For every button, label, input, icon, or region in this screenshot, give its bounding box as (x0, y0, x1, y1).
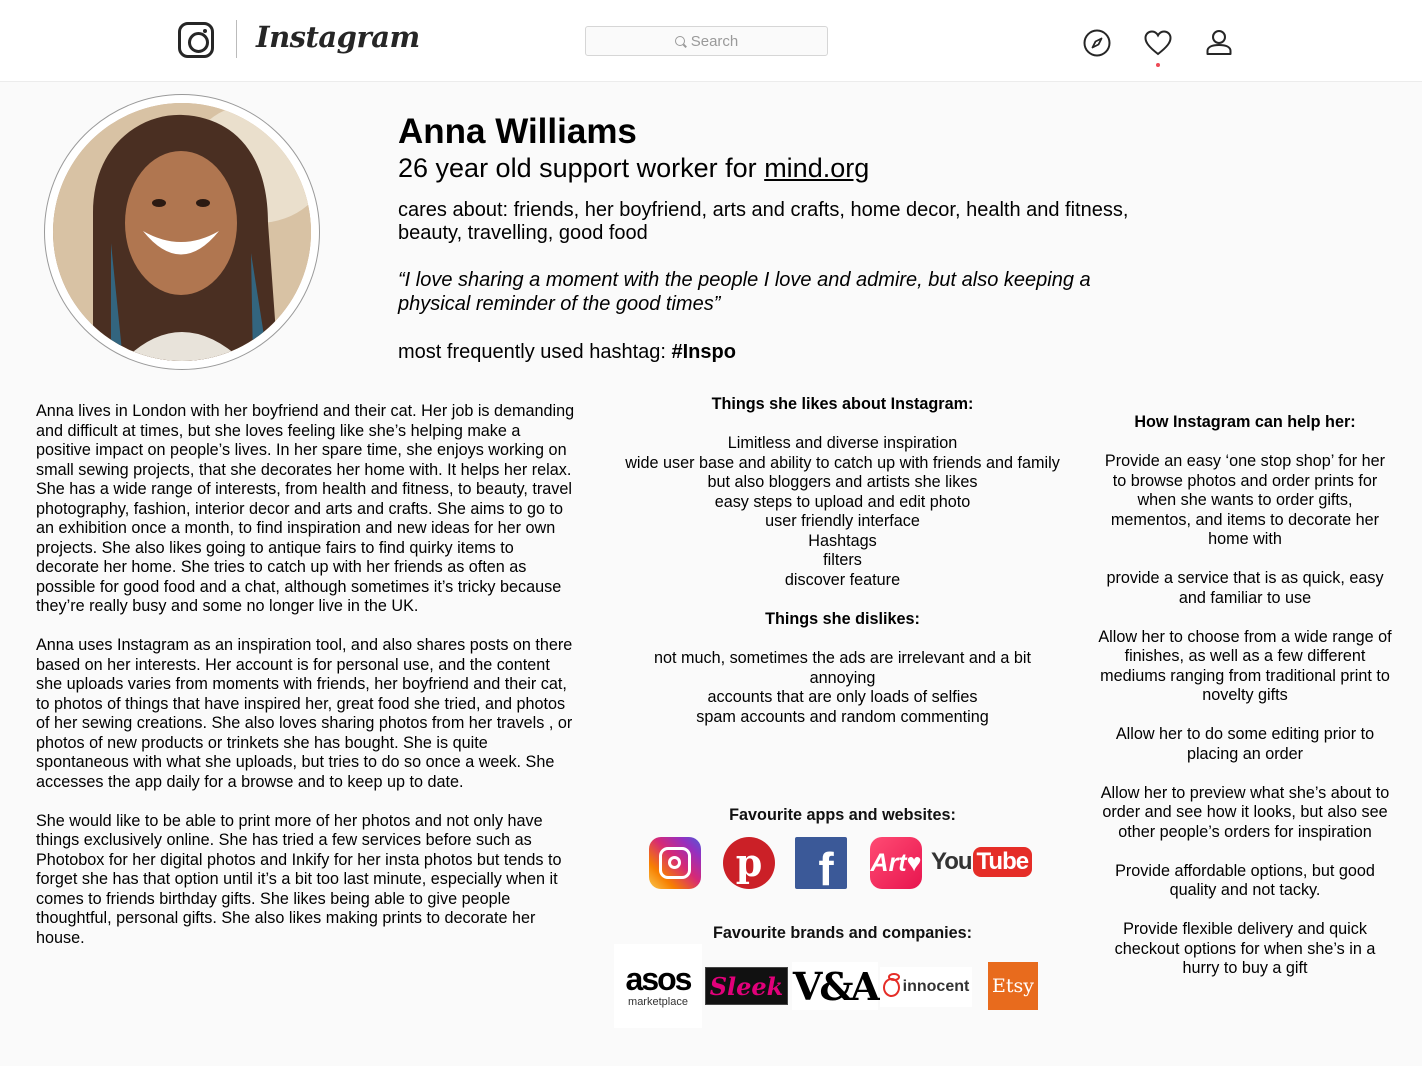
top-nav-bar (0, 0, 1422, 82)
person-icon[interactable] (1204, 28, 1234, 58)
hashtag-label: most frequently used hashtag: (398, 341, 672, 363)
likes-item: Hashtags (808, 531, 877, 550)
instagram-app-icon (649, 837, 701, 889)
likes-item: wide user base and ability to catch up with friends and family but also bloggers and artists she likes (625, 453, 1060, 491)
hashtag-value: #Inspo (671, 341, 736, 363)
profile-quote: “I love sharing a moment with the people I love and admire, but also keeping a physical reminder of the good times” (398, 269, 1091, 315)
help-item: Provide flexible delivery and quick checkout options for when she’s in a hurry to buy a gift (1114, 920, 1376, 977)
likes-section (615, 395, 1070, 727)
instagram-wordmark[interactable]: Instagram (256, 20, 420, 54)
help-title: How Instagram can help her: (1134, 413, 1356, 431)
compass-icon[interactable] (1082, 28, 1112, 58)
bio-paragraph: Anna lives in London with her boyfriend and their cat. Her job is demanding and difficult at times, but she loves feeling like she’s helping make a positive impact on people’s lives. In her spare time, she enjoys working on small sewing projects, that she decorates her home with. It helps her relax. She has a wide range of interests, from health and fitness, to beauty, travel photography, fashion, interior decor and arts and crafts. She aims to go to an exhibition once a month, to find inspiration and new ideas for her own projects. She also likes going to antique fairs to find quirky items to decorate her home. She tries to catch up with her friends as often as possible for good food and a chat, although sometimes it’s tricky because they’re really busy and some no longer live in the UK. (36, 402, 575, 615)
youtube-logo-icon: You Tube (931, 846, 1032, 878)
heart-icon[interactable] (1143, 28, 1173, 58)
likes-item: easy steps to upload and edit photo (714, 492, 971, 511)
va-logo: V&A (792, 963, 878, 1009)
help-item: Allow her to do some editing prior to placing an order (1115, 725, 1375, 763)
search-placeholder: Search (690, 32, 739, 50)
bio-section (36, 402, 576, 968)
help-section (1096, 413, 1394, 998)
search-input[interactable] (585, 26, 828, 56)
facebook-app-icon: f (795, 837, 847, 889)
nav-divider (236, 20, 237, 58)
help-item: Allow her to preview what she’s about to order and see how it looks, but also see other people’s orders for inspiration (1100, 783, 1390, 841)
likes-item: filters (823, 551, 862, 569)
dislikes-section (615, 610, 1070, 727)
dislikes-title: Things she dislikes: (765, 610, 920, 628)
profile-cares: cares about: friends, her boyfriend, arts and crafts, home decor, health and fitness, beauty, travelling, good food (398, 199, 1129, 244)
dislikes-item: not much, sometimes the ads are irrelevant and a bit annoying (654, 649, 1031, 687)
sleek-logo: Sleek (705, 967, 788, 1005)
dislikes-item: spam accounts and random commenting (696, 707, 989, 726)
dislikes-item: accounts that are only loads of selfies (707, 688, 978, 706)
apps-title: Favourite apps and websites: (729, 806, 956, 824)
innocent-logo: innocent (880, 967, 972, 1007)
brands-title: Favourite brands and companies: (712, 924, 973, 942)
search-icon (675, 36, 685, 46)
likes-item: Limitless and diverse inspiration (727, 434, 958, 452)
likes-item: user friendly interface (765, 512, 920, 530)
help-item: Allow her to choose from a wide range of finishes, as well as a few different mediums ranging from traditional print to novelty gifts (1098, 627, 1392, 704)
help-item: Provide an easy ‘one stop shop’ for her to browse photos and order prints for when she wants to order gifts, mementos, and items to decorate her home with (1104, 452, 1386, 548)
likes-item: discover feature (784, 570, 901, 589)
profile-avatar (44, 94, 320, 370)
etsy-logo: Etsy (988, 962, 1038, 1010)
help-item: Provide affordable options, but good quality and not tacky. (1115, 861, 1375, 899)
role-text: 26 year old support worker for (398, 153, 765, 183)
bio-paragraph: Anna uses Instagram as an inspiration tool, and also shares posts on there based on her interests. Her account is for personal use, and the content she uploads varies from moments with friends, her boyfriend and their cat, to photos of things that have inspired her, great food she tried, and photos of her sewing creations. She also loves sharing photos from her travels , or photos of new products or trinkets she has bought. She is quite spontaneous with what she uploads, but tries to do so once a week. She accesses the app daily for a browse and to keep up to date. (36, 636, 573, 791)
art-app-icon: Art♥ (870, 837, 922, 889)
asos-logo: asos marketplace (614, 944, 702, 1028)
profile-name: Anna Williams (398, 112, 637, 151)
profile-role (398, 153, 869, 184)
instagram-glyph-icon[interactable] (178, 22, 214, 58)
mind-org-link[interactable]: mind.org (764, 153, 870, 183)
bio-paragraph: She would like to be able to print more of her photos and not only have things exclusively online. She has tried a few services before such as Photobox for her digital photos and Inkify for her insta photos but tends to forget she has that option until it’s a bit too last minute, especially when it comes to friends birthday gifts. She likes being able to give people thoughtful, personal gifts. She also likes making prints to decorate her house. (36, 811, 562, 947)
likes-title: Things she likes about Instagram: (711, 395, 974, 413)
profile-hashtag (398, 341, 736, 364)
pinterest-app-icon: p (723, 837, 775, 889)
help-item: provide a service that is as quick, easy and familiar to use (1106, 569, 1384, 607)
notification-dot (1156, 63, 1160, 67)
profile-photo (53, 103, 311, 361)
